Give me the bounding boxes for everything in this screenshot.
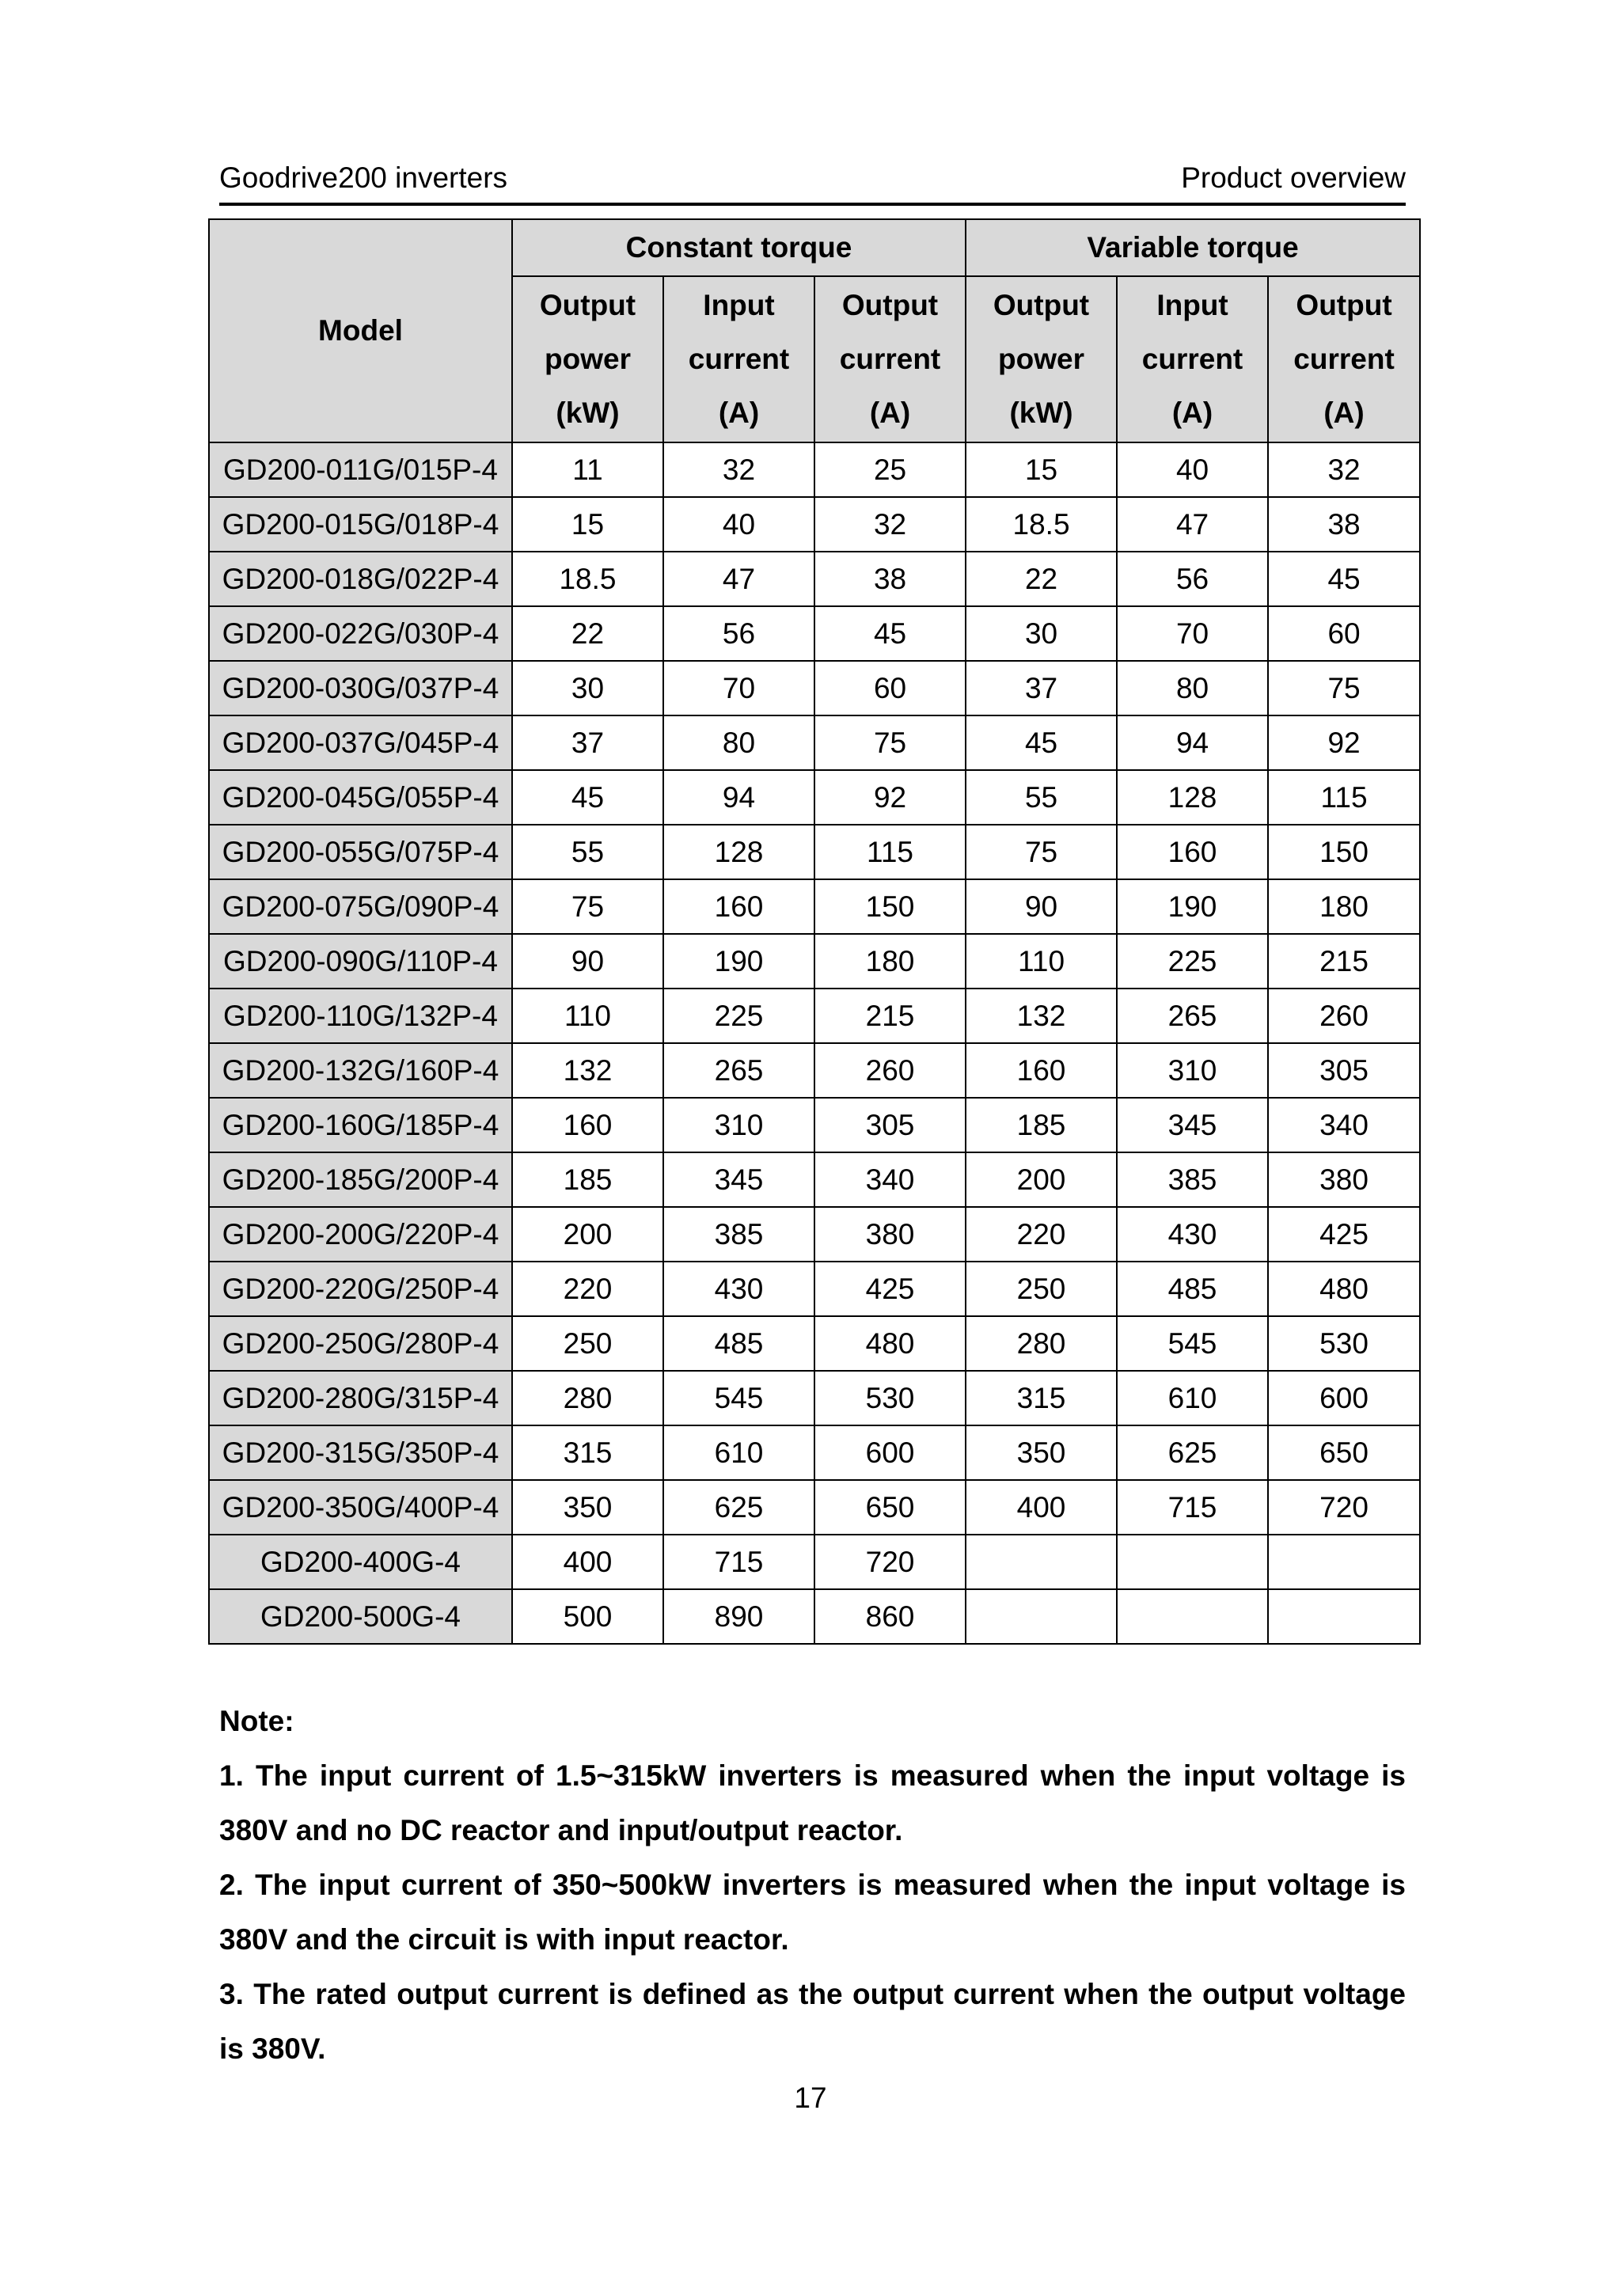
value-cell: 265: [1117, 989, 1268, 1043]
model-cell: GD200-400G-4: [209, 1535, 512, 1589]
value-cell: 160: [512, 1098, 663, 1152]
value-cell: 305: [1268, 1043, 1420, 1098]
specification-table: [208, 218, 1421, 1645]
value-cell: 15: [966, 442, 1117, 497]
value-cell: 38: [1268, 497, 1420, 552]
table-row: [209, 1316, 1420, 1371]
table-row: [209, 1152, 1420, 1207]
model-cell: GD200-037G/045P-4: [209, 715, 512, 770]
model-cell: GD200-350G/400P-4: [209, 1480, 512, 1535]
value-cell: 55: [512, 825, 663, 879]
value-cell: 350: [512, 1480, 663, 1535]
value-cell: 385: [1117, 1152, 1268, 1207]
value-cell: 400: [966, 1480, 1117, 1535]
value-cell: 11: [512, 442, 663, 497]
header-unit: (kW): [556, 397, 620, 429]
value-cell: 625: [663, 1480, 814, 1535]
value-cell: 60: [814, 661, 966, 715]
value-cell: 280: [512, 1371, 663, 1425]
value-cell: 75: [512, 879, 663, 934]
table-row: [209, 825, 1420, 879]
section-title: Product overview: [1181, 161, 1406, 194]
notes-section: [219, 1694, 1406, 2076]
table-row: [209, 989, 1420, 1043]
column-header: [814, 276, 966, 442]
document-title: Goodrive200 inverters: [219, 161, 508, 194]
value-cell: 160: [1117, 825, 1268, 879]
value-cell: 185: [966, 1098, 1117, 1152]
header-line: Input: [703, 289, 775, 321]
model-cell: GD200-280G/315P-4: [209, 1371, 512, 1425]
header-line: Input: [1156, 289, 1228, 321]
table-row: [209, 1589, 1420, 1644]
value-cell: 225: [1117, 934, 1268, 989]
value-cell: 45: [966, 715, 1117, 770]
value-cell: 380: [814, 1207, 966, 1262]
value-cell: [1268, 1589, 1420, 1644]
value-cell: 150: [1268, 825, 1420, 879]
value-cell: 400: [512, 1535, 663, 1589]
value-cell: 385: [663, 1207, 814, 1262]
value-cell: 305: [814, 1098, 966, 1152]
value-cell: 15: [512, 497, 663, 552]
table-row: [209, 1480, 1420, 1535]
value-cell: 610: [1117, 1371, 1268, 1425]
value-cell: 132: [512, 1043, 663, 1098]
value-cell: 220: [512, 1262, 663, 1316]
model-cell: GD200-500G-4: [209, 1589, 512, 1644]
value-cell: 80: [663, 715, 814, 770]
table-row: [209, 1098, 1420, 1152]
value-cell: 545: [663, 1371, 814, 1425]
value-cell: 160: [966, 1043, 1117, 1098]
value-cell: [1117, 1589, 1268, 1644]
header-unit: (A): [718, 397, 760, 429]
model-cell: GD200-185G/200P-4: [209, 1152, 512, 1207]
header-unit: (A): [1323, 397, 1365, 429]
notes-title: Note:: [219, 1705, 294, 1737]
value-cell: 340: [1268, 1098, 1420, 1152]
value-cell: [966, 1589, 1117, 1644]
constant-torque-header: Constant torque: [512, 219, 966, 276]
value-cell: 315: [512, 1425, 663, 1480]
table-row: [209, 1535, 1420, 1589]
value-cell: 115: [814, 825, 966, 879]
value-cell: 94: [1117, 715, 1268, 770]
value-cell: 720: [814, 1535, 966, 1589]
value-cell: 45: [814, 606, 966, 661]
value-cell: 310: [663, 1098, 814, 1152]
value-cell: 80: [1117, 661, 1268, 715]
header-unit: (A): [1171, 397, 1213, 429]
value-cell: 215: [1268, 934, 1420, 989]
model-cell: GD200-315G/350P-4: [209, 1425, 512, 1480]
header-line: Output: [993, 289, 1090, 321]
value-cell: 75: [966, 825, 1117, 879]
table-row: [209, 1425, 1420, 1480]
value-cell: [966, 1535, 1117, 1589]
value-cell: 56: [1117, 552, 1268, 606]
table-row: [209, 552, 1420, 606]
table-row: [209, 715, 1420, 770]
table-row: [209, 1371, 1420, 1425]
column-header: [1117, 276, 1268, 442]
value-cell: 430: [663, 1262, 814, 1316]
model-cell: GD200-075G/090P-4: [209, 879, 512, 934]
value-cell: 22: [512, 606, 663, 661]
value-cell: 30: [966, 606, 1117, 661]
value-cell: 315: [966, 1371, 1117, 1425]
value-cell: 345: [663, 1152, 814, 1207]
header-unit: (A): [869, 397, 911, 429]
value-cell: 340: [814, 1152, 966, 1207]
value-cell: 60: [1268, 606, 1420, 661]
model-cell: GD200-018G/022P-4: [209, 552, 512, 606]
value-cell: 480: [1268, 1262, 1420, 1316]
table-row: [209, 1207, 1420, 1262]
value-cell: 625: [1117, 1425, 1268, 1480]
value-cell: 32: [814, 497, 966, 552]
value-cell: 180: [814, 934, 966, 989]
note-item: 3. The rated output current is defined as the output current when the output voltage is 380V.: [219, 1978, 1406, 2065]
value-cell: 260: [814, 1043, 966, 1098]
value-cell: 180: [1268, 879, 1420, 934]
variable-torque-header: Variable torque: [966, 219, 1420, 276]
value-cell: 32: [663, 442, 814, 497]
value-cell: 425: [1268, 1207, 1420, 1262]
model-cell: GD200-022G/030P-4: [209, 606, 512, 661]
model-cell: GD200-030G/037P-4: [209, 661, 512, 715]
column-header: [663, 276, 814, 442]
value-cell: 250: [512, 1316, 663, 1371]
table-header: [209, 219, 1420, 442]
value-cell: 280: [966, 1316, 1117, 1371]
column-header: [512, 276, 663, 442]
value-cell: [1268, 1535, 1420, 1589]
value-cell: 47: [1117, 497, 1268, 552]
value-cell: 22: [966, 552, 1117, 606]
value-cell: 650: [1268, 1425, 1420, 1480]
value-cell: 220: [966, 1207, 1117, 1262]
value-cell: 94: [663, 770, 814, 825]
value-cell: 18.5: [512, 552, 663, 606]
value-cell: 485: [663, 1316, 814, 1371]
header-line: current: [688, 343, 790, 375]
value-cell: 485: [1117, 1262, 1268, 1316]
value-cell: 70: [663, 661, 814, 715]
table-row: [209, 442, 1420, 497]
model-cell: GD200-055G/075P-4: [209, 825, 512, 879]
value-cell: 200: [966, 1152, 1117, 1207]
model-cell: GD200-132G/160P-4: [209, 1043, 512, 1098]
value-cell: 18.5: [966, 497, 1117, 552]
value-cell: 37: [966, 661, 1117, 715]
value-cell: 92: [1268, 715, 1420, 770]
value-cell: 600: [1268, 1371, 1420, 1425]
value-cell: 860: [814, 1589, 966, 1644]
value-cell: 90: [966, 879, 1117, 934]
value-cell: 185: [512, 1152, 663, 1207]
value-cell: 190: [663, 934, 814, 989]
value-cell: 425: [814, 1262, 966, 1316]
value-cell: 250: [966, 1262, 1117, 1316]
value-cell: 430: [1117, 1207, 1268, 1262]
model-cell: GD200-250G/280P-4: [209, 1316, 512, 1371]
model-cell: GD200-200G/220P-4: [209, 1207, 512, 1262]
value-cell: 260: [1268, 989, 1420, 1043]
model-header: Model: [209, 219, 512, 442]
value-cell: 310: [1117, 1043, 1268, 1098]
value-cell: 650: [814, 1480, 966, 1535]
value-cell: 56: [663, 606, 814, 661]
table-row: [209, 606, 1420, 661]
table-row: [209, 1043, 1420, 1098]
model-cell: GD200-090G/110P-4: [209, 934, 512, 989]
value-cell: 30: [512, 661, 663, 715]
model-cell: GD200-220G/250P-4: [209, 1262, 512, 1316]
value-cell: 215: [814, 989, 966, 1043]
value-cell: 545: [1117, 1316, 1268, 1371]
value-cell: 150: [814, 879, 966, 934]
table-row: [209, 1262, 1420, 1316]
value-cell: 132: [966, 989, 1117, 1043]
value-cell: 75: [1268, 661, 1420, 715]
table-row: [209, 661, 1420, 715]
column-header: [1268, 276, 1420, 442]
value-cell: 25: [814, 442, 966, 497]
value-cell: 38: [814, 552, 966, 606]
table-row: [209, 934, 1420, 989]
value-cell: 500: [512, 1589, 663, 1644]
header-line: Output: [539, 289, 636, 321]
value-cell: 720: [1268, 1480, 1420, 1535]
value-cell: 45: [1268, 552, 1420, 606]
model-cell: GD200-011G/015P-4: [209, 442, 512, 497]
group-header-row: [209, 219, 1420, 276]
note-item: 2. The input current of 350~500kW inverters is measured when the input voltage is 380V and the circuit is with input reactor.: [219, 1869, 1406, 1956]
table-body: [209, 442, 1420, 1644]
header-line: current: [1293, 343, 1395, 375]
value-cell: 47: [663, 552, 814, 606]
value-cell: 32: [1268, 442, 1420, 497]
value-cell: 600: [814, 1425, 966, 1480]
value-cell: 350: [966, 1425, 1117, 1480]
header-unit: (kW): [1009, 397, 1073, 429]
header-line: current: [1141, 343, 1243, 375]
value-cell: 225: [663, 989, 814, 1043]
value-cell: 530: [1268, 1316, 1420, 1371]
value-cell: 480: [814, 1316, 966, 1371]
header-line: current: [839, 343, 941, 375]
value-cell: 128: [663, 825, 814, 879]
value-cell: 160: [663, 879, 814, 934]
value-cell: 200: [512, 1207, 663, 1262]
column-header: [966, 276, 1117, 442]
value-cell: 70: [1117, 606, 1268, 661]
note-item: 1. The input current of 1.5~315kW inverters is measured when the input voltage is 380V and no DC reactor and input/output reactor.: [219, 1759, 1406, 1846]
value-cell: 610: [663, 1425, 814, 1480]
value-cell: 345: [1117, 1098, 1268, 1152]
header-line: Output: [841, 289, 939, 321]
value-cell: 128: [1117, 770, 1268, 825]
table-row: [209, 497, 1420, 552]
value-cell: 110: [966, 934, 1117, 989]
value-cell: 115: [1268, 770, 1420, 825]
value-cell: 890: [663, 1589, 814, 1644]
model-cell: GD200-110G/132P-4: [209, 989, 512, 1043]
table-row: [209, 879, 1420, 934]
header-line: power: [998, 343, 1085, 375]
value-cell: 530: [814, 1371, 966, 1425]
value-cell: 110: [512, 989, 663, 1043]
page-number: 17: [794, 2082, 827, 2114]
value-cell: 75: [814, 715, 966, 770]
value-cell: 715: [1117, 1480, 1268, 1535]
value-cell: 265: [663, 1043, 814, 1098]
value-cell: 92: [814, 770, 966, 825]
value-cell: 715: [663, 1535, 814, 1589]
value-cell: 55: [966, 770, 1117, 825]
value-cell: 90: [512, 934, 663, 989]
value-cell: 190: [1117, 879, 1268, 934]
table-row: [209, 770, 1420, 825]
value-cell: [1117, 1535, 1268, 1589]
page-header: [219, 161, 1406, 206]
model-cell: GD200-045G/055P-4: [209, 770, 512, 825]
value-cell: 37: [512, 715, 663, 770]
header-line: power: [545, 343, 631, 375]
value-cell: 40: [663, 497, 814, 552]
model-cell: GD200-160G/185P-4: [209, 1098, 512, 1152]
value-cell: 40: [1117, 442, 1268, 497]
header-line: Output: [1296, 289, 1392, 321]
value-cell: 380: [1268, 1152, 1420, 1207]
value-cell: 45: [512, 770, 663, 825]
model-cell: GD200-015G/018P-4: [209, 497, 512, 552]
